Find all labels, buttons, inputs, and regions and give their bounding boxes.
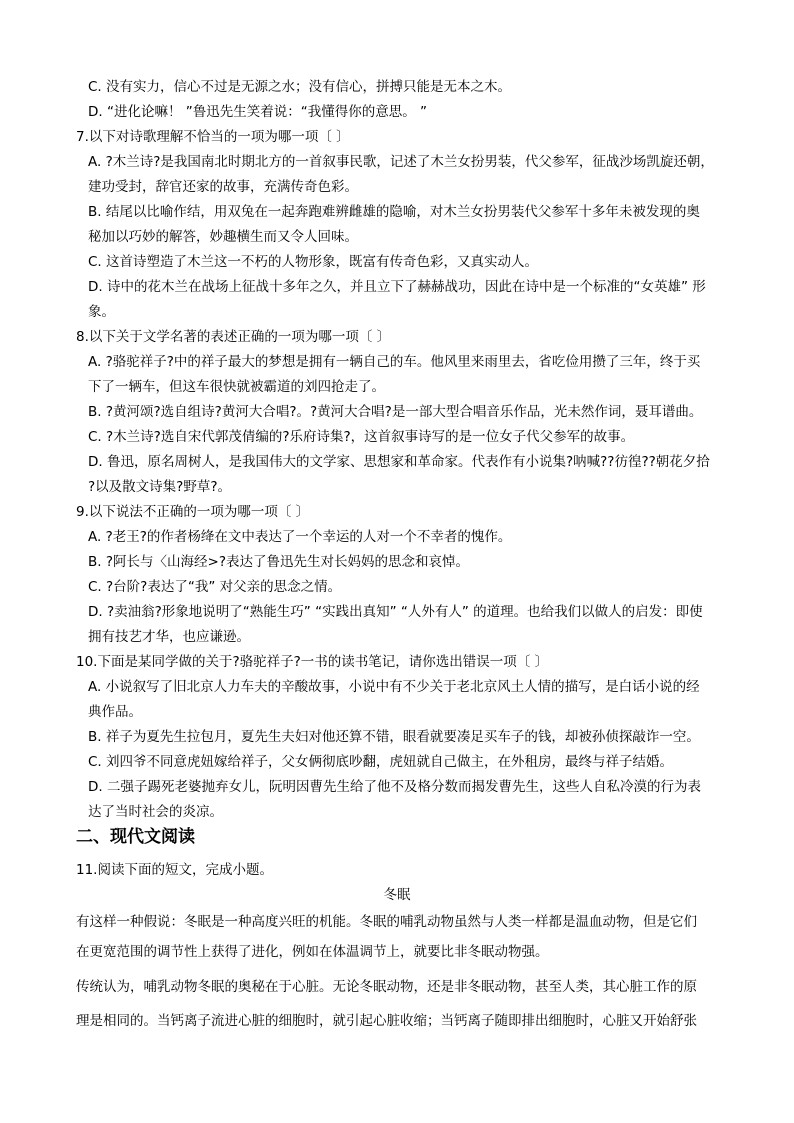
- paragraph-1-line-2: 在更宽范围的调节性上获得了进化，例如在体温调节上，就要比非冬眠动物强。: [76, 944, 549, 960]
- paragraph-1-line-1: 有这样一种假说：冬眠是一种高度兴旺的机能。冬眠的哺乳动物虽然与人类一样都是温血动物，但是它们: [76, 914, 697, 930]
- option-c-q6: C. 没有实力，信心不过是无源之水；没有信心，拼搏只能是无本之木。: [88, 79, 512, 95]
- question-9: 9.以下说法不正确的一项为哪一项〔 〕: [76, 504, 310, 520]
- option-b-q8: B. ?黄河颂?选自组诗?黄河大合唱?。?黄河大合唱?是一部大型合唱音乐作品，光未然作词，聂耳谱曲。: [88, 404, 703, 420]
- option-a-q8: A. ?骆驼祥子?中的祥子最大的梦想是拥有一辆自己的车。他风里来雨里去，省吃俭用攒了三年，终于买: [88, 354, 701, 370]
- option-d-q7: D. 诗中的花木兰在战场上征战十多年之久，并且立下了赫赫战功，因此在诗中是一个标准的“女英雄” 形: [88, 279, 706, 295]
- option-b-q10: B. 祥子为夏先生拉包月，夏先生夫妇对他还算不错，眼看就要凑足买车子的钱，却被孙侦探敲诈一空。: [88, 729, 700, 745]
- option-a-q10-cont: 典作品。: [88, 704, 142, 720]
- option-a-q7-cont: 建功受封，辞官还家的故事，充满传奇色彩。: [88, 179, 358, 195]
- option-c-q10: C. 刘四爷不同意虎妞嫁给祥子，父女俩彻底吵翻，虎妞就自己做主，在外租房，最终与祥子结婚。: [88, 754, 674, 770]
- option-b-q7-cont: 秘加以巧妙的解答，妙趣横生而又令人回味。: [88, 229, 358, 245]
- question-8: 8.以下关于文学名著的表述正确的一项为哪一项〔 〕: [76, 329, 391, 345]
- option-a-q8-cont: 下了一辆车，但这车很快就被霸道的刘四抢走了。: [88, 379, 385, 395]
- option-d-q8-cont: ?以及散文诗集?野草?。: [88, 479, 231, 495]
- option-a-q7: A. ?木兰诗?是我国南北时期北方的一首叙事民歌，记述了木兰女扮男装，代父参军，征战沙场凯旋还朝，: [88, 154, 714, 170]
- section-heading: 二、现代文阅读: [76, 827, 195, 847]
- article-title: 冬眠: [383, 887, 411, 903]
- option-d-q6: D. “进化论嘛！ ”鲁迅先生笑着说：“我懂得你的意思。 ”: [88, 104, 428, 120]
- option-c-q9: C. ?台阶?表达了“我” 对父亲的思念之情。: [88, 579, 342, 595]
- option-b-q9: B. ?阿长与〈山海经>?表达了鲁迅先生对长妈妈的思念和哀悼。: [88, 554, 469, 570]
- question-11: 11.阅读下面的短文，完成小题。: [76, 862, 273, 878]
- paragraph-2-line-1: 传统认为，哺乳动物冬眠的奥秘在于心脏。无论冬眠动物，还是非冬眠动物，甚至人类，其心脏工作的原: [76, 979, 697, 995]
- option-d-q9-cont: 拥有技艺才华，也应谦逊。: [88, 629, 250, 645]
- option-d-q8: D. 鲁迅，原名周树人，是我国伟大的文学家、思想家和革命家。代表作有小说集?呐喊??彷徨??朝花夕拾: [88, 454, 710, 470]
- option-d-q10-cont: 达了当时社会的炎凉。: [88, 804, 223, 820]
- option-d-q10: D. 二强子踢死老婆抛弃女儿，阮明因曹先生给了他不及格分数而揭发曹先生，这些人自私冷漠的行为表: [88, 779, 701, 795]
- option-b-q7: B. 结尾以比喻作结，用双兔在一起奔跑难辨雌雄的隐喻，对木兰女扮男装代父参军十多年未被发现的奥: [88, 204, 700, 220]
- option-d-q7-cont: 象。: [88, 304, 115, 320]
- question-10: 10.下面是某同学做的关于?骆驼祥子?一书的读书笔记，请你选出错误一项〔 〕: [76, 654, 549, 670]
- option-d-q9: D. ?卖油翁?形象地说明了“熟能生巧” “实践出真知” “人外有人” 的道理。也给我们以做人的启发：即使: [88, 604, 703, 620]
- question-7: 7.以下对诗歌理解不恰当的一项为哪一项〔 〕: [76, 129, 350, 145]
- paragraph-2-line-2: 理是相同的。当钙离子流进心脏的细胞时，就引起心脏收缩；当钙离子随即排出细胞时，心脏又开始舒张: [76, 1013, 697, 1029]
- option-a-q10: A. 小说叙写了旧北京人力车夫的辛酸故事，小说中有不少关于老北京风土人情的描写，是白话小说的经: [88, 679, 700, 695]
- option-a-q9: A. ?老王?的作者杨绛在文中表达了一个幸运的人对一个不幸者的愧作。: [88, 529, 512, 545]
- option-c-q8: C. ?木兰诗?选自宋代郭茂倩编的?乐府诗集?，这首叙事诗写的是一位女子代父参军的故事。: [88, 429, 635, 445]
- option-c-q7: C. 这首诗塑造了木兰这一不朽的人物形象，既富有传奇色彩，又真实动人。: [88, 254, 539, 270]
